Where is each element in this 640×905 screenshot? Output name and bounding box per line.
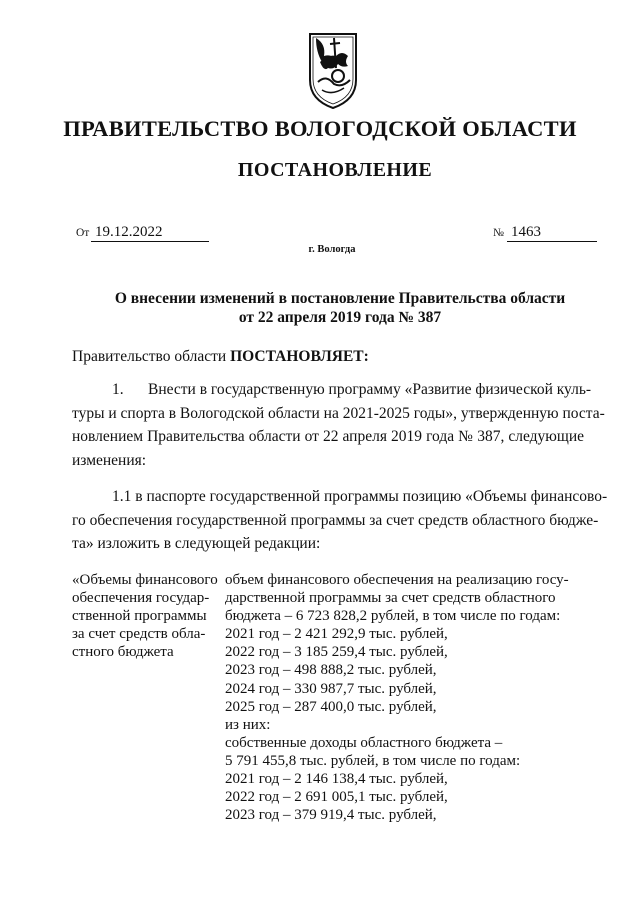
- date-value: 19.12.2022: [95, 224, 163, 240]
- paragraph-1-1: [72, 485, 608, 556]
- paragraph-1-1-line-2: го обеспечения государственной программы за счет средств областного бюдже-: [72, 511, 599, 529]
- table-left-line: за счет средств обла-: [72, 626, 206, 643]
- government-title: ПРАВИТЕЛЬСТВО ВОЛОГОДСКОЙ ОБЛАСТИ: [63, 116, 577, 141]
- table-right-line: 2023 год – 498 888,2 тыс. рублей,: [225, 662, 437, 679]
- document-type: ПОСТАНОВЛЕНИЕ: [237, 159, 433, 181]
- table-right-column: [225, 571, 595, 824]
- date-label: От: [76, 227, 90, 239]
- table-left-line: обеспечения государ-: [72, 590, 210, 607]
- table-right-line: 2021 год – 2 421 292,9 тыс. рублей,: [225, 626, 448, 643]
- table-right-line: бюджета – 6 723 828,2 рублей, в том числе по годам:: [225, 608, 561, 625]
- paragraph-1: [72, 378, 605, 472]
- paragraph-1-line-1: 1. Внести в государственную программу «Развитие физической куль-: [72, 378, 584, 402]
- coat-of-arms-icon: [304, 28, 362, 110]
- table-right-line: 2024 год – 330 987,7 тыс. рублей,: [225, 680, 437, 697]
- paragraph-1-1-line-1: 1.1 в паспорте государственной программы позицию «Объемы финансово-: [112, 488, 608, 505]
- table-right-line: объем финансового обеспечения на реализацию госу-: [225, 572, 569, 588]
- document-subject: [0, 289, 640, 327]
- paragraph-1-line-3: новлением Правительства области от 22 апреля 2019 года № 387, следующие: [72, 428, 584, 445]
- table-right-line: 2022 год – 3 185 259,4 тыс. рублей,: [225, 644, 448, 661]
- resolve-prefix: Правительство области: [72, 348, 227, 365]
- table-left-column: [72, 571, 224, 661]
- paragraph-1-line-4: изменения:: [72, 451, 147, 469]
- table-right-line: из них:: [225, 716, 271, 733]
- number-row: [493, 224, 541, 241]
- city: г. Вологда: [308, 244, 356, 255]
- table-right-line: 2025 год – 287 400,0 тыс. рублей,: [225, 698, 437, 715]
- paragraph-1-line-2: туры и спорта в Вологодской области на 2021-2025 годы», утвержденную поста-: [72, 404, 605, 422]
- resolve-line: [72, 345, 584, 369]
- table-right-line: собственные доходы областного бюджета –: [225, 734, 503, 751]
- number-label: №: [493, 227, 504, 239]
- subject-line-1: О внесении изменений в постановление Правительства области: [114, 290, 566, 307]
- number-value: 1463: [511, 224, 541, 240]
- table-right-line: 5 791 455,8 тыс. рублей, в том числе по годам:: [225, 752, 521, 769]
- date-underline: [91, 224, 209, 242]
- table-left-line: стного бюджета: [72, 644, 174, 661]
- table-right-line: 2021 год – 2 146 138,4 тыс. рублей,: [225, 771, 448, 788]
- paragraph-1-1-line-3: та» изложить в следующей редакции:: [72, 535, 321, 552]
- subject-line-2: от 22 апреля 2019 года № 387: [238, 309, 442, 326]
- table-right-line: дарственной программы за счет средств областного: [225, 590, 556, 607]
- number-underline: [507, 224, 597, 242]
- table-left-line: ственной программы: [72, 608, 207, 625]
- paragraph-1-number: 1.: [112, 381, 124, 398]
- date-row: [76, 224, 163, 241]
- table-left-line: «Объемы финансового: [72, 572, 218, 588]
- resolve-word: ПОСТАНОВЛЯЕТ:: [230, 348, 369, 365]
- table-right-line: 2023 год – 379 919,4 тыс. рублей,: [225, 807, 437, 824]
- table-right-line: 2022 год – 2 691 005,1 тыс. рублей,: [225, 789, 448, 806]
